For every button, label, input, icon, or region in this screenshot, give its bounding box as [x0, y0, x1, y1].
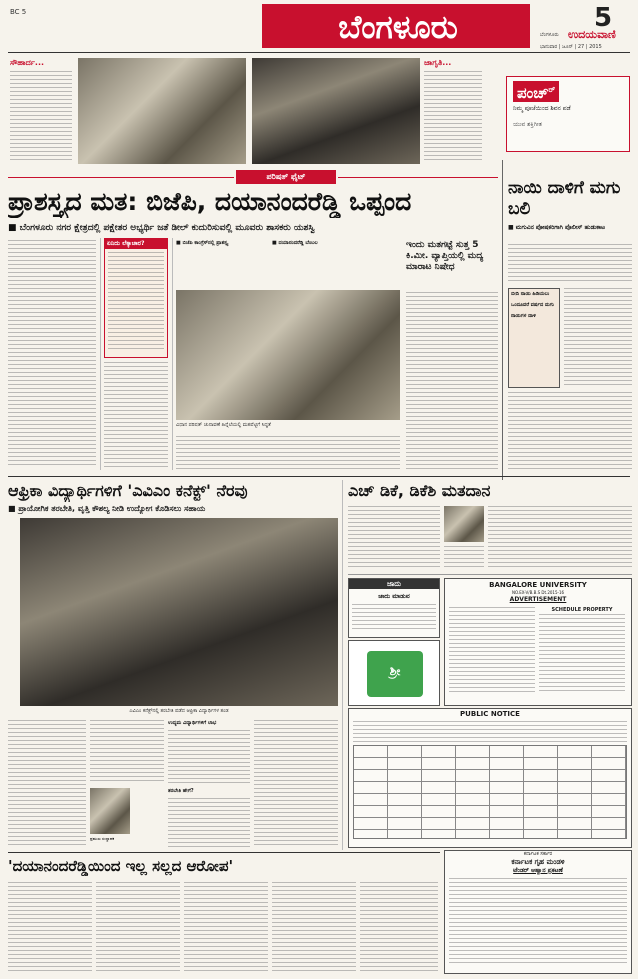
africa-col-5 — [254, 720, 338, 848]
dk-rule — [342, 480, 343, 850]
bottom-rule — [8, 852, 440, 853]
dog-headline: ನಾಯಿ ದಾಳಿಗೆ ಮಗು ಬಲಿ — [508, 178, 621, 219]
bu-schedule-title: SCHEDULE PROPERTY — [551, 607, 613, 613]
tender-karnataka: ಕರ್ನಾಟಕ ಸರ್ಕಾರ — [523, 851, 553, 857]
paper-prefix: ಬೆಂಗಳೂರು — [540, 32, 559, 38]
bu-ad-label: ADVERTISEMENT — [509, 596, 567, 603]
dog-inset — [508, 288, 560, 388]
green-ad-text: ಶ್ರೀ — [389, 664, 401, 678]
banner-rule-left — [8, 177, 234, 178]
main-col-1 — [8, 240, 96, 468]
jadu-ad — [348, 578, 440, 638]
dog-inset-1: ಬೀದಿ ನಾಯಿ ಹಿಡಿಯಲು — [511, 291, 550, 297]
africa-side-q2: ತರಬೇತಿ ಹೇಗೆ? — [168, 788, 194, 794]
page-number: 5 — [594, 3, 613, 33]
africa-col-4 — [168, 798, 250, 848]
main-col-3 — [176, 436, 400, 470]
dk-col-1 — [348, 506, 440, 570]
africa-col-3 — [168, 730, 250, 784]
date-line: ಭಾನುವಾರ | ಜೂನ್ | 27 | 2015 — [540, 44, 602, 50]
dk-col-3 — [488, 506, 632, 570]
dog-subhead: ■ ಮಗುವಿನ ಪೋಷಕರಿಗಾಗಿ ಪೊಲೀಸ್ ಹುಡುಕಾಟ — [508, 224, 606, 231]
top-right-caption-title: ಜಾಗೃತಿ... — [424, 58, 452, 67]
main-photo-caption: ವಿಧಾನ ಪರಿಷತ್ ಚುನಾವಣೆ ಹಿನ್ನೆಲೆಯಲ್ಲಿ ಮತಪೆಟ್ಟಿಗೆ ಸಿದ್ಧತೆ — [176, 422, 271, 428]
liquor-ban-headline: ಇಂದು ಮತಗಟ್ಟೆ ಸುತ್ತ 5 ಕಿ.ಮೀ. ವ್ಯಾಪ್ತಿಯಲ್ಲಿ ಮದ್ಯ ಮಾರಾಟ ನಿಷೇಧ — [406, 240, 484, 272]
reddy-col-2 — [96, 882, 180, 972]
tender-title: ಟೆಂಡರ್ ಆಹ್ವಾನ ಪ್ರಕಟಣೆ — [513, 867, 563, 874]
sidebar-title: ಏನಿದು ಲೆಕ್ಕಾಚಾರ? — [105, 239, 167, 249]
reddy-col-5 — [360, 882, 438, 972]
public-notice-table — [353, 745, 627, 839]
paper-name: ಉದಯವಾಣಿ — [568, 28, 616, 41]
africa-col-1 — [8, 720, 86, 848]
tender-ad — [444, 850, 632, 974]
top-left-photo — [78, 58, 246, 164]
reddy-headline: 'ದಯಾನಂದರೆಡ್ಡಿಯಿಂದ ಇಲ್ಲ ಸಲ್ಲದ ಆರೋಪ' — [8, 857, 234, 875]
main-headline: ಪ್ರಾಶಸ್ತ್ಯದ ಮತ: ಬಿಜೆಪಿ, ದಯಾನಂದರೆಡ್ಡಿ ಒಪ್ಪಂದ — [8, 187, 412, 216]
dog-inset-3: ನಾಯಿಗಳ ದಾಳಿ — [511, 313, 536, 319]
africa-headline: ಆಫ್ರಿಕಾ ವಿದ್ಯಾರ್ಥಿಗಳಿಗೆ 'ಎವಿಎಂ ಕನೆಕ್ಟ್' ನೆರವು — [8, 481, 248, 500]
page-code: BC 5 — [10, 8, 27, 16]
liquor-ban-body — [406, 292, 498, 470]
bullet-2: ■ ದಯಾನಂದರೆಡ್ಡಿ ಬೆಂಬಲ — [272, 240, 318, 246]
section-banner-text: ಪರಿಷತ್ ಫೈಟ್ — [266, 172, 306, 181]
africa-photo — [20, 518, 338, 706]
main-subhead: ■ ಬೆಂಗಳೂರು ನಗರ ಕ್ಷೇತ್ರದಲ್ಲಿ ಪಕ್ಷೇತರ ಅಭ್ಯರ್ಥಿ ಜತೆ ಡೀಲ್ ಕುದುರಿಸುವಲ್ಲಿ ಮೂವರು ಶಾಸಕರು ಯಶಸ್ವಿ — [8, 223, 315, 233]
top-left-caption-title: ಸೌಹಾರ್ದ... — [10, 58, 45, 67]
punch-line-1: ನಿಮ್ಮ ಪೂಜೆಯಿಂದ ಶಿವನ ಪಡೆ — [513, 105, 571, 112]
jadu-ad-title: ಜಾದು — [349, 579, 439, 589]
main-story-photo — [176, 290, 400, 420]
right-col-rule — [502, 160, 503, 480]
africa-photo-caption: ಎವಿಎಂ ಕನೆಕ್ಟ್‌ನಲ್ಲಿ ತರಬೇತಿ ಪಡೆದ ಆಫ್ರಿಕಾ ವಿದ್ಯಾರ್ಥಿಗಳ ತಂಡ — [129, 708, 229, 714]
dog-inset-2: ಒಂದೂವರೆ ವರ್ಷದ ಮಗು — [511, 302, 555, 308]
dog-col-3 — [508, 392, 632, 470]
main-col-rule-2 — [172, 238, 173, 470]
masthead-rule — [8, 52, 630, 53]
punch-line-2: ಯುವ ಶಕ್ತಿಗೀತ — [513, 121, 542, 128]
africa-side-q1: ಉದ್ಯಮ ವಿದ್ಯಾರ್ಥಿಗಳಿಗೆ ಲಾಭ — [168, 720, 217, 726]
tender-dept: ಕರ್ನಾಟಕ ಗೃಹ ಮಂಡಳಿ — [511, 858, 565, 866]
dog-col-2 — [564, 288, 632, 388]
africa-col-2 — [90, 720, 164, 784]
section-title-text: ಬೆಂಗಳೂರು — [338, 8, 458, 46]
dk-col-2 — [444, 546, 484, 570]
reddy-col-1 — [8, 882, 92, 972]
dog-col-1 — [508, 244, 632, 284]
top-left-caption — [10, 58, 74, 164]
public-notice-title: PUBLIC NOTICE — [460, 710, 520, 718]
jadu-ad-sub: ಜಾದು ಮಾಡುವ — [378, 593, 410, 600]
africa-subhead: ■ ಪ್ರಾಯೋಗಿಕ ತರಬೇತಿ, ವೃತ್ತಿ ಕೌಶಲ್ಯ ನೀಡಿ ಉದ್ಯೋಗ ಕೊಡಿಸಲು ಸಹಾಯ — [8, 504, 206, 513]
bu-ad — [444, 578, 632, 706]
reddy-col-4 — [272, 882, 356, 972]
dk-headline: ಎಚ್‌ ಡಿಕೆ, ಡಿಕೆಶಿ ಮತದಾನ — [348, 481, 491, 500]
sidebar-box — [104, 238, 168, 358]
bu-ad-sub: NO.EX-V/B.B.S Dt.2015-16 — [511, 590, 565, 595]
green-ad — [348, 640, 440, 706]
public-notice-ad — [348, 708, 632, 848]
top-right-photo — [252, 58, 420, 164]
main-col-2 — [104, 362, 168, 468]
dk-photo — [444, 506, 484, 542]
mid-rule — [8, 476, 630, 477]
africa-mini-caption: ಪ್ರಮುಖ ಸಂಸ್ಥಾಪಕ — [90, 836, 115, 841]
punch-label: ಪಂಚ್$^{ರ್}$ — [513, 81, 559, 102]
banner-rule-right — [338, 177, 498, 178]
top-right-caption — [424, 58, 484, 164]
main-col-rule-1 — [100, 238, 101, 470]
bu-ad-title: BANGALORE UNIVERSITY — [489, 581, 587, 589]
punch-box — [506, 76, 630, 152]
africa-mini-photo — [90, 788, 130, 834]
bullet-1: ■ ಬಿಜೆಪಿ ಕಾಂಗ್ರೆಸ್‌ನಲ್ಲಿ ಪ್ರಾಶಸ್ತ್ಯ — [176, 240, 228, 246]
reddy-col-3 — [184, 882, 268, 972]
dk-bottom-rule — [348, 574, 632, 575]
